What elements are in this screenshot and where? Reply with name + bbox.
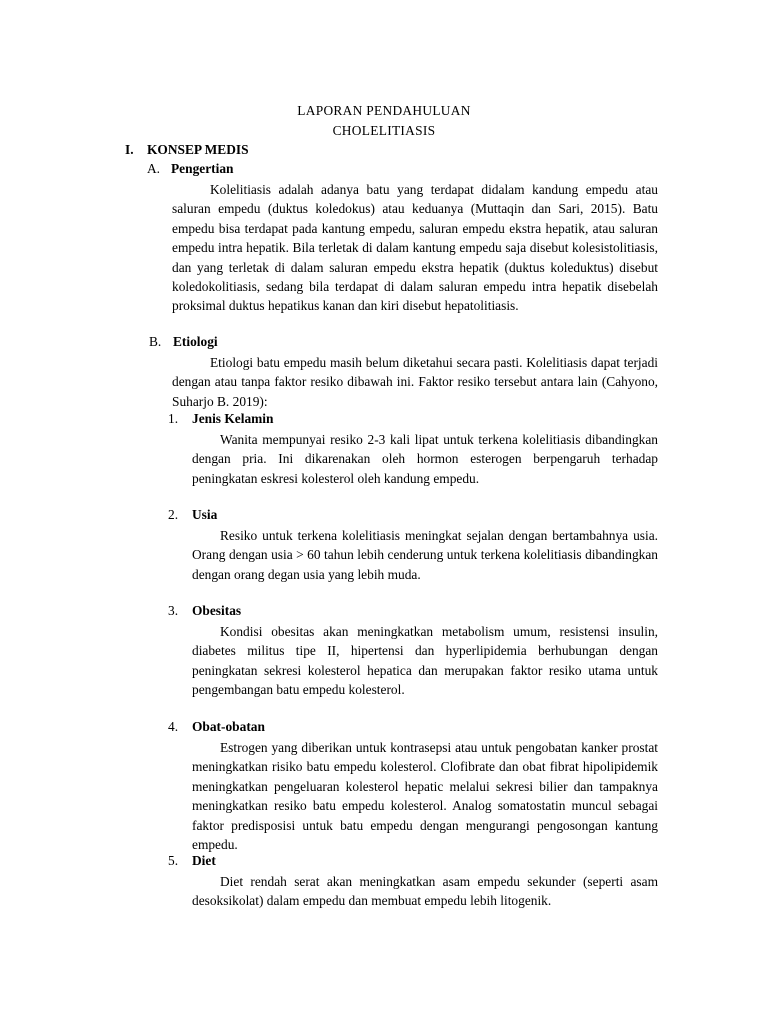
paragraph-text: Etiologi batu empedu masih belum diketahui secara pasti. Kolelitiasis dapat terjadi dengan atau tanpa faktor resiko dibawah ini. Faktor resiko tersebut antara lain (Cahyono, Suharjo B. 2019): <box>172 355 658 409</box>
paragraph-text: Resiko untuk terkena kolelitiasis meningkat sejalan dengan bertambahnya usia. Orang dengan usia > 60 tahun lebih cenderung untuk terkena kolelitiasis dibandingkan dengan orang degan usia yang lebih muda. <box>192 528 658 582</box>
list-item-number: 4. <box>168 719 179 734</box>
document-subtitle: CHOLELITIASIS <box>332 123 436 138</box>
list-item-heading <box>168 603 242 619</box>
list-item-number: 1. <box>168 411 179 426</box>
subsection-label: A. <box>147 161 161 176</box>
list-item-number: 3. <box>168 603 179 618</box>
paragraph-pengertian <box>172 180 658 316</box>
list-item-title: Diet <box>192 853 216 868</box>
list-item-heading <box>168 411 274 427</box>
paragraph-text: Wanita mempunyai resiko 2-3 kali lipat untuk terkena kolelitiasis dibandingkan dengan pria. Ini dikarenakan oleh hormon esterogen berpengaruh terhadap peningkatan eskresi kolesterol oleh kandung empedu. <box>192 432 658 486</box>
paragraph-text: Estrogen yang diberikan untuk kontrasepsi atau untuk pengobatan kanker prostat meningkatkan risiko batu empedu kolesterol. Clofibrate dan obat fibrat hipolipidemik meningkatkan pengeluaran kolesterol hepatic melalui sekresi bilier dan tampaknya meningkatkan resiko batu empedu kolesterol. Analog somatostatin muncul sebagai faktor predisposisi untuk batu empedu dengan mengurangi pengosongan kantung empedu. <box>192 740 658 853</box>
subsection-label: B. <box>149 334 162 349</box>
list-item-paragraph <box>192 526 658 584</box>
paragraph-text: Diet rendah serat akan meningkatkan asam empedu sekunder (seperti asam desoksikolat) dalam empedu dan membuat empedu lebih litogenik. <box>192 874 658 909</box>
list-item-title: Usia <box>192 507 218 522</box>
section-number: I. <box>125 142 134 157</box>
list-item-heading <box>168 853 216 869</box>
list-item-number: 5. <box>168 853 179 868</box>
paragraph-etiologi <box>172 353 658 411</box>
list-item-paragraph <box>192 622 658 700</box>
list-item-title: Obesitas <box>192 603 242 618</box>
subsection-heading-etiologi <box>149 334 218 350</box>
section-heading <box>125 142 249 158</box>
section-title: KONSEP MEDIS <box>147 142 249 157</box>
paragraph-text: Kolelitiasis adalah adanya batu yang terdapat didalam kandung empedu atau saluran empedu (duktus koledokus) atau keduanya (Muttaqin dan Sari, 2015). Batu empedu bisa terdapat pada kantung empedu, saluran empedu ekstra hepatik, atau saluran empedu intra hepatik. Bila terletak di dalam kantung empedu saja disebut kolesistolitiasis, dan yang terletak di dalam saluran empedu ekstra hepatik (duktus koleduktus) disebut koledokolitiasis, sedang bila terdapat di dalam saluran empedu intra hepatik disebelah proksimal duktus hepatikus kanan dan kiri disebut hepatolitiasis. <box>172 182 658 314</box>
paragraph-text: Kondisi obesitas akan meningkatkan metabolism umum, resistensi insulin, diabetes militus tipe II, hipertensi dan hyperlipidemia berhubungan dengan peningkatan sekresi kolesterol hepatica dan merupakan faktor resiko utama untuk pengembangan batu empedu kolesterol. <box>192 624 658 698</box>
subsection-title: Etiologi <box>173 334 218 349</box>
list-item-heading <box>168 719 265 735</box>
list-item-title: Obat-obatan <box>192 719 265 734</box>
list-item-number: 2. <box>168 507 179 522</box>
list-item-heading <box>168 507 218 523</box>
subsection-title: Pengertian <box>171 161 234 176</box>
list-item-title: Jenis Kelamin <box>192 411 274 426</box>
list-item-paragraph <box>192 430 658 488</box>
document-title: LAPORAN PENDAHULUAN <box>297 103 471 118</box>
subsection-heading-pengertian <box>147 161 234 177</box>
list-item-paragraph <box>192 738 658 854</box>
list-item-paragraph <box>192 872 658 911</box>
